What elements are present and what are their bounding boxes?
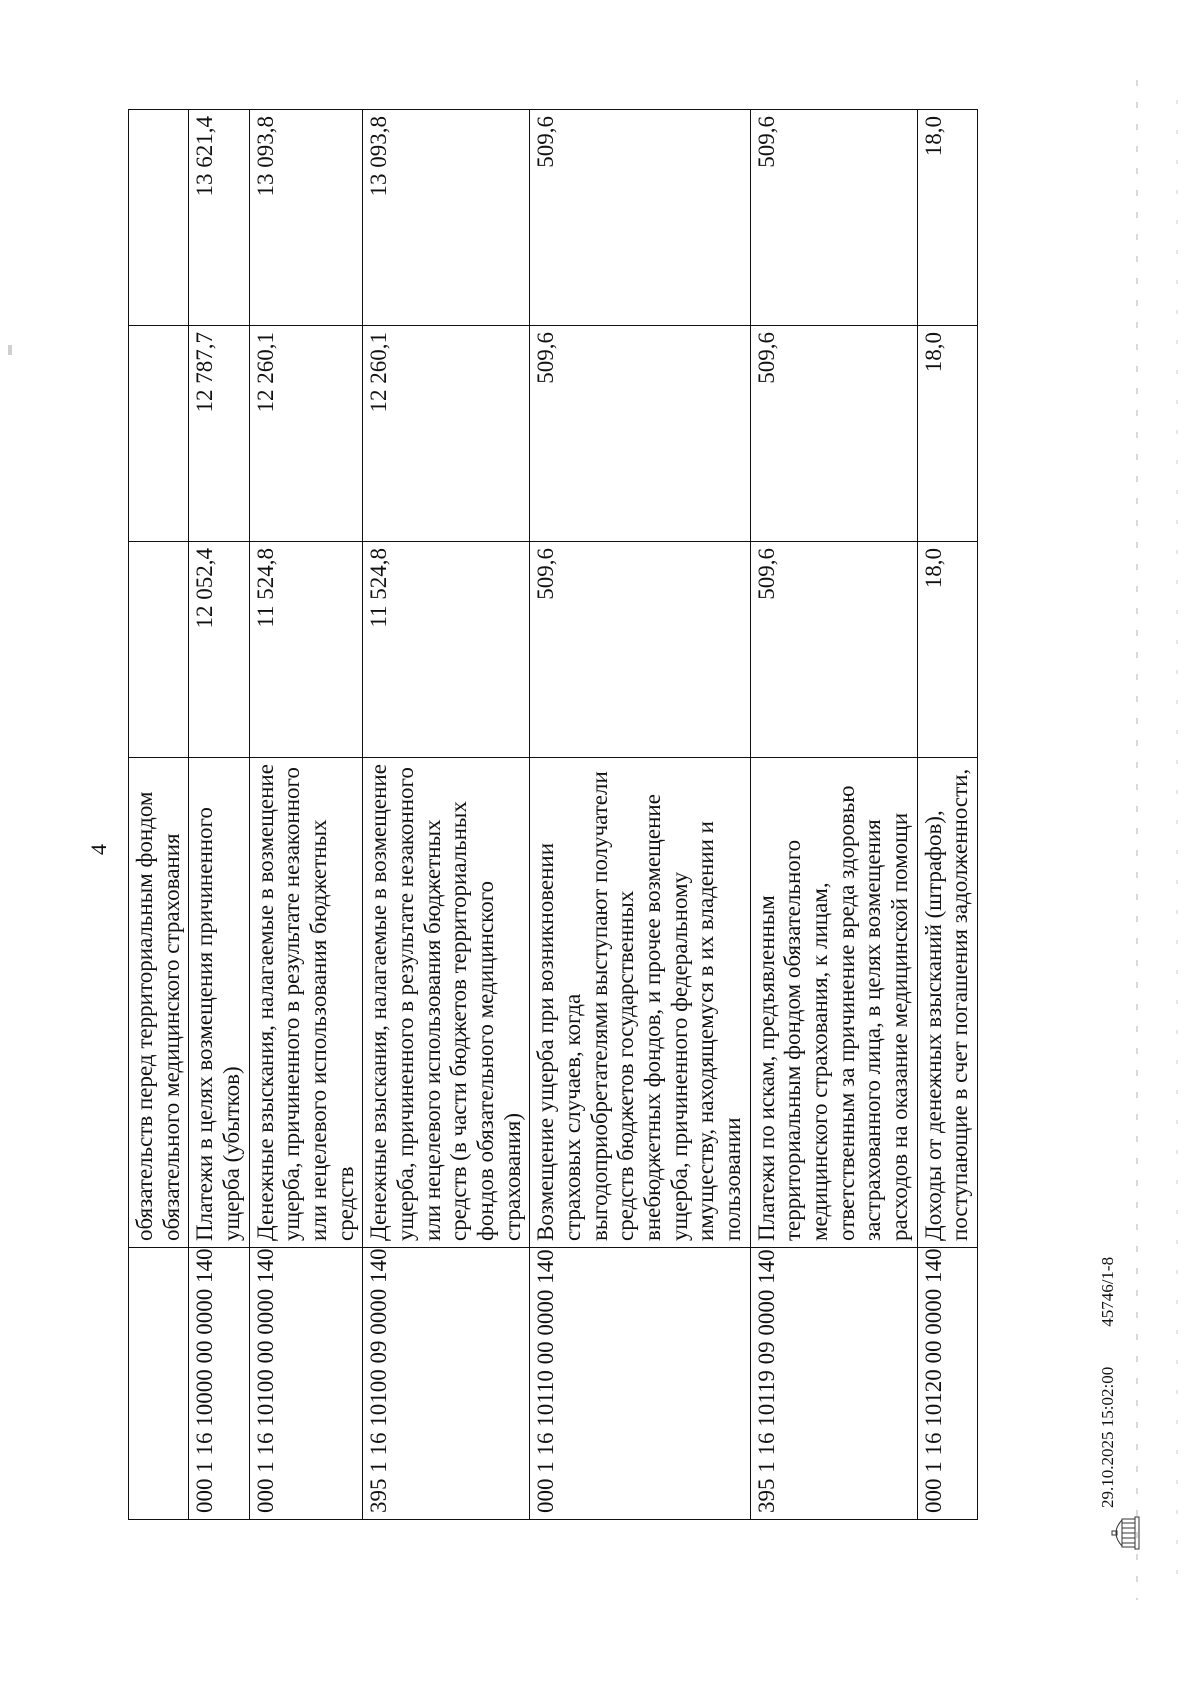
scan-edge-artifact [1176,100,1178,1580]
value-year-1-cell [129,542,189,758]
budget-code-cell: 395 1 16 10119 09 0000 140 [750,1248,917,1520]
budget-table [128,109,978,1520]
value-year-1-cell: 12 052,4 [189,542,249,758]
table-row [530,110,750,1520]
value-year-2-cell: 18,0 [917,326,977,542]
value-year-3-cell: 18,0 [917,110,977,326]
value-year-2-cell: 509,6 [750,326,917,542]
value-year-1-cell: 509,6 [530,542,750,758]
item-name-cell: Платежи в целях возмещения причиненного ущерба (убытков) [189,758,249,1248]
value-year-1-cell: 18,0 [917,542,977,758]
table-row [917,110,977,1520]
page-footer [1098,1257,1118,1508]
budget-code-cell: 000 1 16 10120 00 0000 140 [917,1248,977,1520]
value-year-2-cell: 509,6 [530,326,750,542]
budget-code-cell: 000 1 16 10000 00 0000 140 [189,1248,249,1520]
value-year-3-cell: 13 621,4 [189,110,249,326]
value-year-2-cell: 12 787,7 [189,326,249,542]
value-year-1-cell: 509,6 [750,542,917,758]
table-row [249,110,363,1520]
budget-table-body [129,110,978,1520]
value-year-2-cell: 12 260,1 [363,326,530,542]
item-name-cell: обязательств перед территориальным фондом обязательного медицинского страхования [129,758,189,1248]
page-number: 4 [86,844,111,855]
value-year-3-cell: 13 093,8 [363,110,530,326]
value-year-3-cell: 509,6 [750,110,917,326]
building-emblem-icon [1110,1516,1140,1550]
footer-datetime: 29.10.2025 15:02:00 [1098,1366,1117,1508]
item-name-cell: Денежные взыскания, налагаемые в возмещение ущерба, причиненного в результате незаконного или нецелевого использования бюджетных средств (в части бюджетов территориальных фондов обязательного медицинского страхования) [363,758,530,1248]
value-year-1-cell: 11 524,8 [363,542,530,758]
budget-code-cell: 395 1 16 10100 09 0000 140 [363,1248,530,1520]
item-name-cell: Платежи по искам, предъявленным территориальным фондом обязательного медицинского страхования, к лицам, ответственным за причинение вреда здоровью застрахованного лица, в целях возмещения расходов на оказание медицинской помощи [750,758,917,1248]
scan-artifact [8,345,12,355]
table-row [129,110,189,1520]
value-year-3-cell: 13 093,8 [249,110,363,326]
budget-code-cell [129,1248,189,1520]
table-row [750,110,917,1520]
value-year-3-cell: 509,6 [530,110,750,326]
footer-doc-id: 45746/1-8 [1098,1256,1117,1327]
value-year-1-cell: 11 524,8 [249,542,363,758]
budget-code-cell: 000 1 16 10110 00 0000 140 [530,1248,750,1520]
item-name-cell: Доходы от денежных взысканий (штрафов), поступающие в счет погашения задолженности, [917,758,977,1248]
value-year-2-cell: 12 260,1 [249,326,363,542]
item-name-cell: Денежные взыскания, налагаемые в возмещение ущерба, причиненного в результате незаконного или нецелевого использования бюджетных средств [249,758,363,1248]
item-name-cell: Возмещение ущерба при возникновении страховых случаев, когда выгодоприобретателями выступают получатели средств бюджетов государственных внебюджетных фондов, и прочее возмещение ущерба, причиненного федеральному имуществу, находящемуся в их владении и пользовании [530,758,750,1248]
budget-code-cell: 000 1 16 10100 00 0000 140 [249,1248,363,1520]
table-row [189,110,249,1520]
table-row [363,110,530,1520]
value-year-3-cell [129,110,189,326]
value-year-2-cell [129,326,189,542]
rotated-page [80,70,1150,1620]
